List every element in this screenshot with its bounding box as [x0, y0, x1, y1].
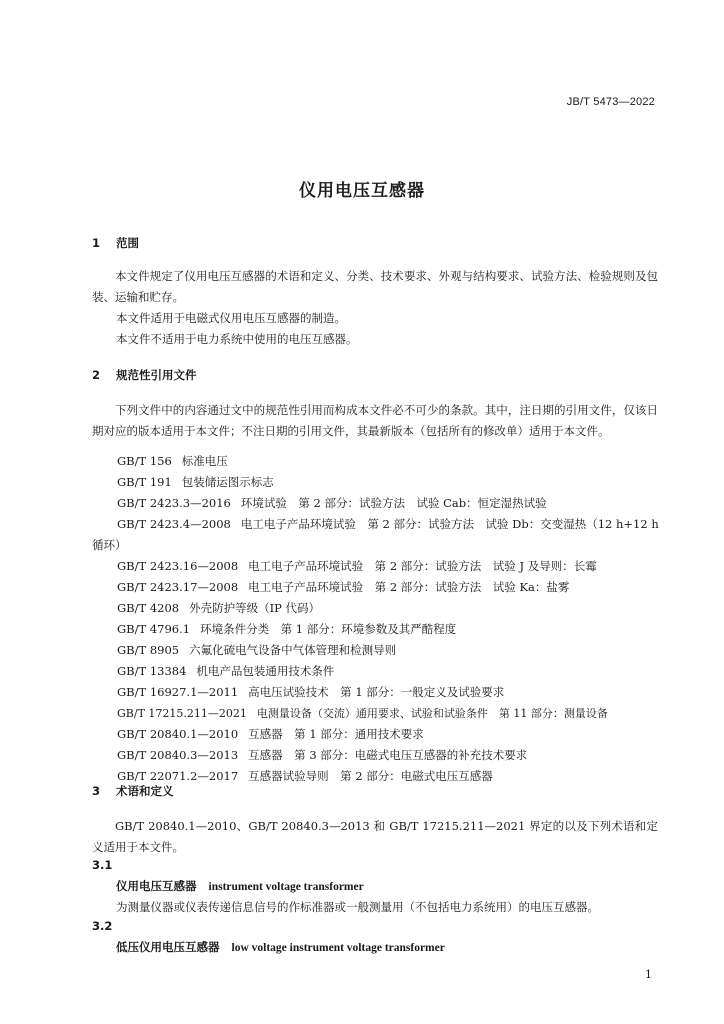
reference-list — [92, 451, 662, 787]
reference-title: 电测量设备（交流）通用要求、试验和试验条件 第 11 部分：测量设备 — [256, 707, 608, 720]
reference-item — [92, 577, 662, 598]
reference-code: GB/T 16927.1—2011 — [117, 685, 239, 699]
reference-code: GB/T 8905 — [117, 643, 180, 657]
reference-code: GB/T 2423.17—2008 — [117, 580, 239, 594]
reference-code: GB/T 4796.1 — [117, 622, 191, 636]
scope-applies: 本文件适用于电磁式仪用电压互感器的制造。 — [116, 311, 346, 325]
section-3-title: 术语和定义 — [116, 784, 174, 798]
reference-title: 六氟化硫电气设备中气体管理和检测导则 — [189, 643, 397, 657]
reference-code: GB/T 2423.16—2008 — [117, 559, 239, 573]
reference-code: GB/T 156 — [117, 454, 172, 468]
reference-item — [92, 619, 662, 640]
reference-item — [92, 598, 662, 619]
reference-item — [92, 682, 662, 703]
reference-title: 环境试验 第 2 部分：试验方法 试验 Cab：恒定湿热试验 — [240, 496, 547, 510]
reference-item — [92, 514, 662, 556]
reference-title: 互感器 第 1 部分：通用技术要求 — [248, 727, 424, 741]
reference-title: 高电压试验技术 第 1 部分：一般定义及试验要求 — [248, 685, 505, 699]
reference-item — [92, 724, 662, 745]
reference-title: 电工电子产品环境试验 第 2 部分：试验方法 试验 Db：交变湿热（12 h+12 h 循环） — [92, 517, 659, 552]
section-1-title: 范围 — [116, 236, 139, 250]
section-1-number: 1 — [92, 236, 101, 250]
term-3-2 — [116, 939, 445, 955]
page-number: 1 — [645, 968, 652, 981]
standard-number: JB/T 5473—2022 — [566, 96, 655, 108]
clause-3-2-number: 3.2 — [92, 919, 113, 933]
term-3-1-en: instrument voltage transformer — [208, 881, 364, 893]
reference-code: GB/T 4208 — [117, 601, 180, 615]
reference-item — [92, 451, 662, 472]
reference-item — [92, 766, 662, 787]
term-3-2-zh: 低压仪用电压互感器 — [116, 940, 220, 954]
section-1-heading — [92, 235, 139, 251]
reference-code: GB/T 22071.2—2017 — [117, 769, 239, 783]
reference-item — [92, 556, 662, 577]
reference-code: GB/T 2423.4—2008 — [117, 517, 231, 531]
reference-code: GB/T 13384 — [117, 664, 187, 678]
terms-intro: GB/T 20840.1—2010、GB/T 20840.3—2013 和 GB/T 17215.211—2021 界定的以及下列术语和定义适用于本文件。 — [92, 819, 658, 854]
section-2-title: 规范性引用文件 — [116, 368, 197, 382]
reference-item — [92, 493, 662, 514]
reference-title: 机电产品包装通用技术条件 — [196, 664, 335, 678]
document-title: 仪用电压互感器 — [299, 181, 425, 201]
reference-item — [92, 640, 662, 661]
reference-code: GB/T 20840.1—2010 — [117, 727, 239, 741]
reference-code: GB/T 20840.3—2013 — [117, 748, 239, 762]
normative-intro: 下列文件中的内容通过文中的规范性引用而构成本文件必不可少的条款。其中，注日期的引用文件，仅该日期对应的版本适用于本文件；不注日期的引用文件，其最新版本（包括所有的修改单）适用于本文件。 — [92, 403, 658, 438]
reference-title: 标准电压 — [181, 454, 228, 468]
term-3-1-zh: 仪用电压互感器 — [116, 879, 197, 893]
reference-code: GB/T 2423.3—2016 — [117, 496, 231, 510]
term-3-1-definition: 为测量仪器或仪表传递信息信号的作标准器或一般测量用（不包括电力系统用）的电压互感器。 — [116, 900, 599, 914]
term-3-1 — [116, 878, 364, 894]
scope-not-applies: 本文件不适用于电力系统中使用的电压互感器。 — [116, 332, 358, 346]
reference-code: GB/T 191 — [117, 475, 172, 489]
reference-title: 包装储运图示标志 — [181, 475, 274, 489]
section-2-heading — [92, 367, 197, 383]
section-3-number: 3 — [92, 784, 101, 798]
scope-paragraph: 本文件规定了仪用电压互感器的术语和定义、分类、技术要求、外观与结构要求、试验方法、检验规则及包装、运输和贮存。 — [92, 269, 658, 304]
reference-title: 环境条件分类 第 1 部分：环境参数及其严酷程度 — [200, 622, 457, 636]
reference-title: 外壳防护等级（IP 代码） — [189, 601, 321, 615]
reference-item — [92, 745, 662, 766]
reference-title: 电工电子产品环境试验 第 2 部分：试验方法 试验 J 及导则：长霉 — [248, 559, 597, 573]
reference-title: 互感器试验导则 第 2 部分：电磁式电压互感器 — [248, 769, 493, 783]
clause-3-1-number: 3.1 — [92, 858, 113, 872]
reference-title: 互感器 第 3 部分：电磁式电压互感器的补充技术要求 — [248, 748, 528, 762]
section-2-number: 2 — [92, 368, 101, 382]
section-3-heading — [92, 783, 174, 799]
term-3-2-en: low voltage instrument voltage transformer — [231, 942, 445, 954]
reference-item — [92, 703, 662, 724]
reference-item — [92, 661, 662, 682]
reference-code: GB/T 17215.211—2021 — [117, 707, 247, 720]
reference-title: 电工电子产品环境试验 第 2 部分：试验方法 试验 Ka：盐雾 — [248, 580, 570, 594]
reference-item — [92, 472, 662, 493]
